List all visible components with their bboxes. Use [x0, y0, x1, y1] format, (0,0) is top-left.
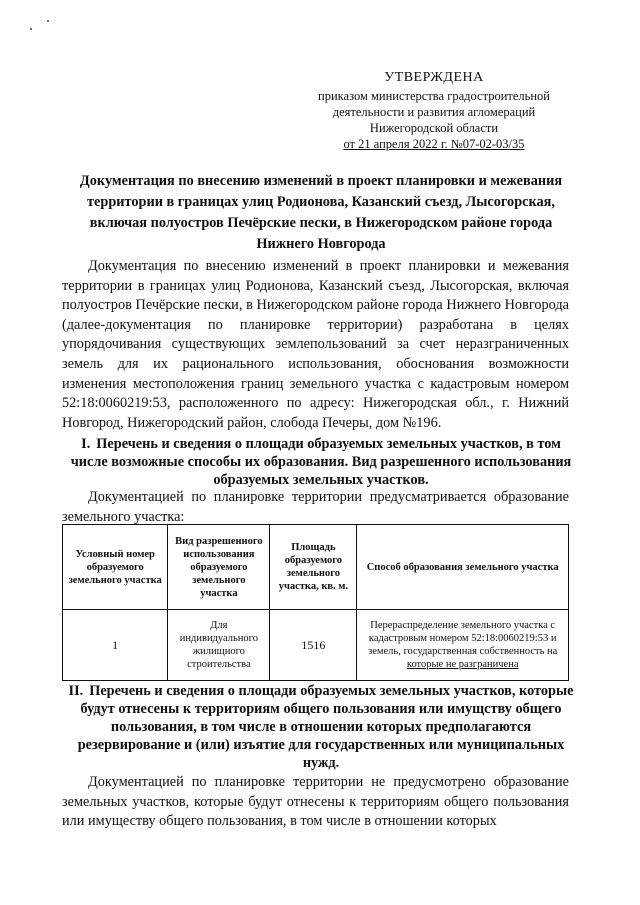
column-header: Площадь образуемого земельного участка, кв. м. [270, 525, 357, 610]
column-header: Вид разрешенного использования образуемого земельного участка [168, 525, 270, 610]
section-1-paragraph: Документацией по планировке территории предусматривается образование земельного участка: [62, 489, 569, 525]
permitted-use-cell: Для индивидуального жилищного строительства [168, 610, 270, 681]
approval-line: деятельности и развития агломераций [332, 105, 536, 119]
approval-line: Нижегородской области [369, 121, 499, 135]
approval-line: приказом министерства градостроительной [318, 89, 550, 103]
approval-stamp [300, 70, 568, 152]
section-2-paragraph: Документацией по планировке территории не предусмотрено образование земельных участков, которые будут отнесены к территориям общего пользования или имуществу общего пользования, в том числе в отношении которых [62, 774, 569, 830]
table-row [63, 610, 569, 681]
plot-number-cell: 1 [63, 610, 168, 681]
approval-date: от 21 апреля 2022 г. №07-02-03/35 [343, 137, 525, 151]
area-cell: 1516 [270, 610, 357, 681]
document-title: Документация по внесению изменений в проект планировки и межевания территории в границах улиц Родионова, Казанский съезд, Лысогорская, включая полуостров Печёрские пески, в Нижегородском районе города Нижнего Новгорода [79, 173, 563, 252]
section-2-heading [62, 682, 580, 772]
table-header-row [63, 525, 569, 610]
land-plots-table [62, 524, 569, 681]
intro-paragraph: Документация по внесению изменений в проект планировки и межевания территории в границах улиц Родионова, Казанский съезд, Лысогорская, включая полуостров Печёрские пески, в Нижегородском районе города Нижнего Новгорода (далее-документация по планировке территории) разработана в целях упорядочивания существующих землепользований за счет неразграниченных земель для их рационального использования, обоснования возможности изменения местоположения границ земельного участка с кадастровым номером 52:18:0060219:53, расположенного по адресу: Нижегородская обл., г. Нижний Новгород, Нижегородский район, слобода Печеры, дом №196. [62, 258, 569, 431]
column-header: Способ образования земельного участка [357, 525, 569, 610]
section-title: Перечень и сведения о площади образуемых земельных участков, которые будут отнесены к территориям общего пользования или имущству общего пользования, в том числе в отношении которых предполагаются резервирование и (или) изъятие для государственных или муниципальных нужд. [77, 683, 574, 771]
column-header: Условный номер образуемого земельного участка [63, 525, 168, 610]
method-text-end: которые не разграничена [406, 659, 519, 670]
section-number: I. [81, 436, 91, 452]
formation-method-cell [357, 610, 569, 681]
section-1-heading [62, 435, 580, 489]
scan-speck [47, 20, 49, 22]
method-text: Перераспределение земельного участка с кадастровым номером 52:18:0060219:53 и земель, государственная собственность на [368, 620, 558, 657]
section-number: II. [68, 683, 84, 699]
scan-speck [30, 28, 32, 30]
approval-heading: УТВЕРЖДЕНА [384, 70, 484, 85]
section-title: Перечень и сведения о площади образуемых земельных участков, в том числе возможные способы их образования. Вид разрешенного использования образуемых земельных участков. [70, 436, 572, 488]
